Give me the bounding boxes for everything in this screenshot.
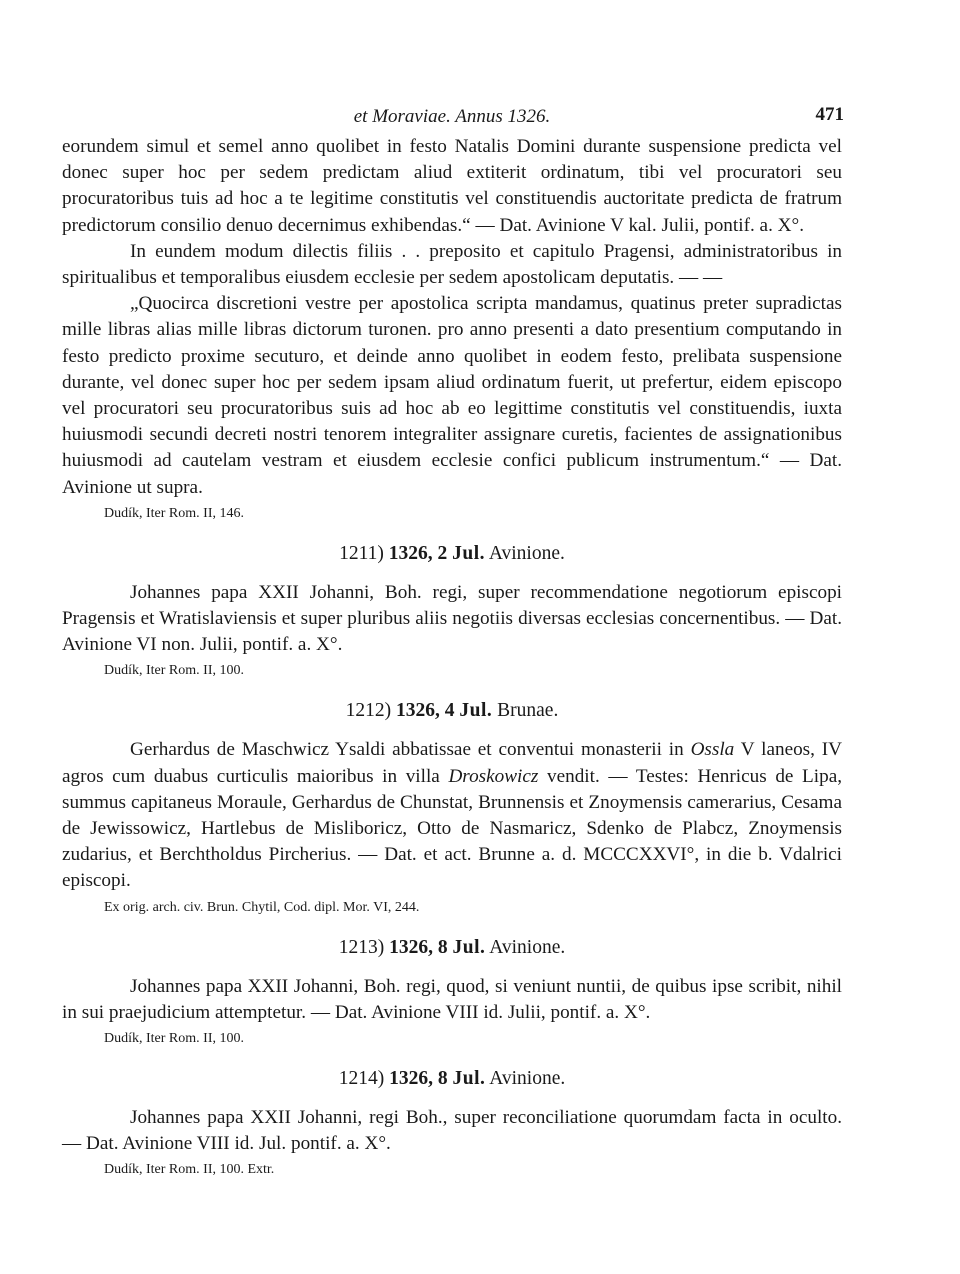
source-citation: Dudík, Iter Rom. II, 100. [104, 663, 244, 679]
entry-text: Johannes papa XXII Johanni, regi Boh., super reconciliatione quorumdam facta in oculto. — Dat. Avinione VIII id. Jul. pontif. a. X°. [62, 1107, 842, 1155]
source-citation: Dudík, Iter Rom. II, 146. [104, 505, 244, 521]
entry-number: 1212) [345, 700, 392, 722]
entry-heading [62, 1068, 842, 1090]
entry-place: Avinione. [489, 936, 566, 958]
entry-text-part: vendit. — Testes: Henricus de Lipa, summus capitaneus Moraule, Gerhardus de Chunstat, Brunnensis et Znoymensis camerarius, Cesama de Jewissowicz, Hartlebus de Misliboricz, Otto de Nasmaricz, Sdenko de Plabcz, Znoymensis zudarius, et Berchtholdus Pircherius. — Dat. et act. Brunne a. d. MCCCXXVI°, in die b. Vdalrici episcopi. [62, 765, 843, 892]
source-citation: Dudík, Iter Rom. II, 100. Extr. [104, 1162, 275, 1178]
page-number: 471 [815, 104, 844, 125]
entry-number: 1211) [339, 542, 384, 564]
entry-date: 1326, 4 [396, 700, 455, 722]
entry-place: Avinione. [488, 542, 565, 564]
continuation-paragraph: „Quocirca discretioni vestre per apostolica scripta mandamus, quatinus preter supradictas mille libras alias mille libras dictorum turonen. pro anno presenti a dato presentium computando in festo predicto proxime secuturo, et deinde anno quolibet in eodem festo, prelibata suspensione durante, vel donec super hoc per sedem ipsam aliud ordinatum fuerit, ut prefertur, eidem episcopo vel procuratori seu procuratoribus suis ad hoc ab eo legittime constitutis vel constituendis, iuxta huiusmodi secundi decreti nostri tenorem integraliter assignare curetis, facientes de assignationibus huiusmodi ad cautelam vestram et eiusdem ecclesie confici publicum instrumentum.“ — Dat. Avinione ut supra. [62, 293, 842, 498]
entry-heading [62, 700, 842, 722]
source-citation: Dudík, Iter Rom. II, 100. [104, 1031, 244, 1047]
entry-text [62, 737, 842, 894]
entry-date: 1326, 2 [388, 542, 448, 564]
entry-month: Jul. [452, 1068, 486, 1090]
entry-number: 1214) [338, 1068, 385, 1090]
entry-text-part: V laneos, IV agros cum duabus curticulis maioribus in villa [62, 739, 843, 787]
place-name: Ossla [690, 739, 735, 761]
place-name: Droskowicz [448, 765, 539, 787]
entry-date: 1326, 8 [389, 936, 448, 958]
running-title: et Moraviae. Annus 1326. [353, 106, 551, 127]
continuation-paragraph: In eundem modum dilectis filiis . . preposito et capitulo Pragensi, administratoribus in spiritualibus et temporalibus eiusdem ecclesie per sedem apostolicam deputatis. — — [62, 240, 842, 289]
entry-month: Jul. [452, 542, 486, 564]
document-page [62, 100, 842, 1180]
entry-text-part: Gerhardus de Maschwicz Ysaldi abbatissae et conventui monasterii in [130, 739, 684, 761]
entry-text: Johannes papa XXII Johanni, Boh. regi, quod, si veniunt nuntii, de quibus ipse scribit, nihil in sui praejudicium attemptetur. — Dat. Avinione VIII id. Julii, pontif. a. X°. [62, 975, 842, 1023]
entry-number: 1213) [338, 936, 385, 958]
entry-month: Jul. [459, 700, 493, 722]
entry-date: 1326, 8 [389, 1068, 448, 1090]
entry-heading [62, 937, 842, 959]
entry-heading [62, 543, 842, 565]
continuation-paragraph: eorundem simul et semel anno quolibet in festo Natalis Domini durante suspensione predicta vel donec super hoc per sedem predictam aliud extiterit ordinatum, tibi vel procuratori seu procuratoribus tuis ad hoc a te legitime constitutis vel constituendis auctoritate predicta de fratrum predictorum consilio denuo decernimus exhibendas.“ — Dat. Avinione V kal. Julii, pontif. a. X°. [62, 136, 842, 236]
page-header [62, 100, 842, 134]
entry-place: Brunae. [497, 700, 559, 722]
source-citation: Ex orig. arch. civ. Brun. Chytil, Cod. dipl. Mor. VI, 244. [104, 899, 420, 915]
entry-text: Johannes papa XXII Johanni, Boh. regi, super recommendatione negotiorum episcopi Pragensis et Wratislaviensis et super pluribus aliis negotiis diversas ecclesias concernentibus. — Dat. Avinione VI non. Julii, pontif. a. X°. [62, 581, 842, 656]
entry-month: Jul. [452, 936, 486, 958]
entry-place: Avinione. [489, 1068, 566, 1090]
